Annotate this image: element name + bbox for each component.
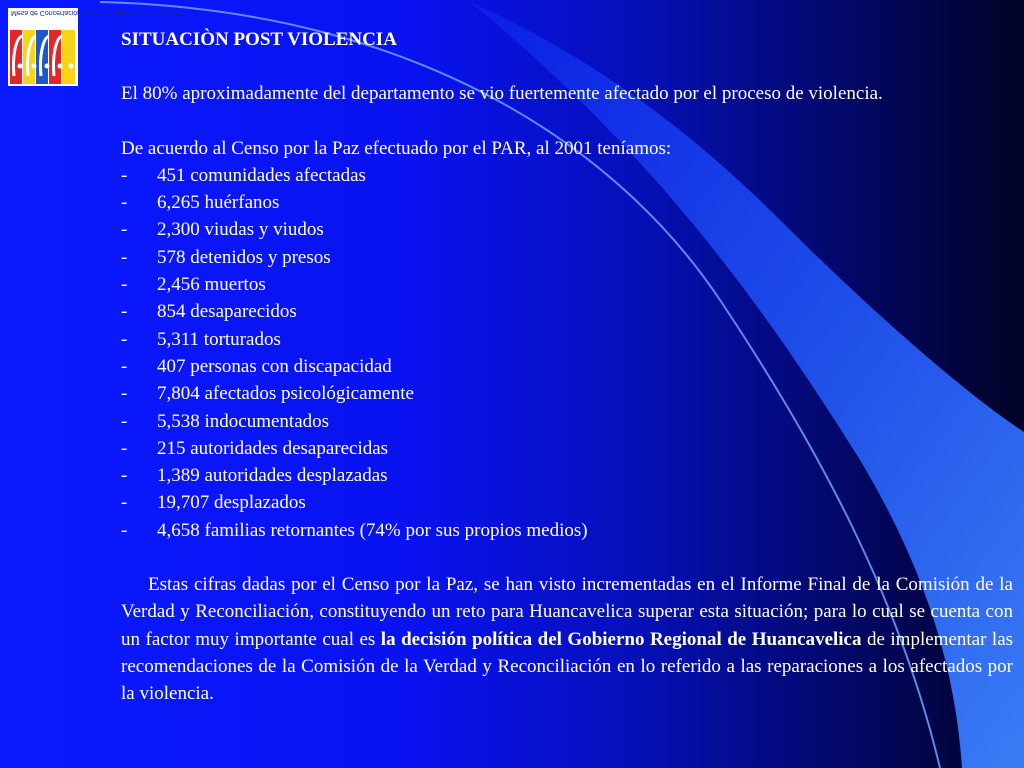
logo-text: Mesa de Concertación para la Lucha contra la Pobreza bbox=[11, 9, 183, 16]
list-marker: - bbox=[121, 246, 128, 268]
list-marker: - bbox=[121, 519, 128, 541]
list-item bbox=[121, 380, 1013, 407]
list-marker: - bbox=[121, 328, 128, 350]
list-item-text: 451 comunidades afectadas bbox=[157, 164, 366, 186]
closing-paragraph bbox=[121, 571, 1013, 707]
list-marker: - bbox=[121, 355, 128, 377]
list-item bbox=[121, 489, 1013, 516]
list-item-text: 4,658 familias retornantes (74% por sus propios medios) bbox=[157, 519, 588, 541]
list-item bbox=[121, 517, 1013, 544]
logo-figures-icon bbox=[8, 26, 78, 86]
census-intro: De acuerdo al Censo por la Paz efectuado por el PAR, al 2001 teníamos: bbox=[121, 137, 672, 159]
list-item bbox=[121, 244, 1013, 271]
list-item-text: 5,311 torturados bbox=[157, 328, 281, 350]
slide-content bbox=[121, 26, 1013, 708]
list-marker: - bbox=[121, 164, 128, 186]
list-item bbox=[121, 216, 1013, 243]
list-item-text: 578 detenidos y presos bbox=[157, 246, 331, 268]
closing-text-part1: Estas cifras dadas por el Censo por la Paz, se han visto incrementadas en el Informe Final de la Comisión de la Verdad y Reconciliación, constituyendo un reto para Huancavelica superar esta situación; para lo cual se cuenta con un factor muy importante cual es bbox=[121, 574, 1013, 650]
list-item-text: 19,707 desplazados bbox=[157, 492, 306, 514]
list-item bbox=[121, 326, 1013, 353]
list-item-text: 5,538 indocumentados bbox=[157, 410, 330, 432]
list-item bbox=[121, 353, 1013, 380]
closing-bold-text: la decisión política del Gobierno Regional de Huancavelica bbox=[380, 628, 862, 650]
organization-logo bbox=[8, 8, 183, 86]
list-marker: - bbox=[121, 219, 128, 241]
list-item-text: 1,389 autoridades desplazadas bbox=[157, 465, 388, 487]
list-item bbox=[121, 462, 1013, 489]
list-marker: - bbox=[121, 465, 128, 487]
list-item-text: 6,265 huérfanos bbox=[157, 192, 280, 214]
list-marker: - bbox=[121, 492, 128, 514]
list-marker: - bbox=[121, 437, 128, 459]
list-item bbox=[121, 162, 1013, 189]
list-item bbox=[121, 435, 1013, 462]
list-item bbox=[121, 271, 1013, 298]
closing-text-part2: de implementar las recomendaciones de la Comisión de la Verdad y Reconciliación en lo referido a las reparaciones a los afectados por la violencia. bbox=[121, 628, 1014, 705]
list-marker: - bbox=[121, 192, 128, 214]
slide-title: SITUACIÒN POST VIOLENCIA bbox=[121, 29, 397, 50]
list-marker: - bbox=[121, 274, 128, 296]
statistics-list bbox=[121, 162, 1013, 544]
list-item-text: 2,300 viudas y viudos bbox=[157, 219, 324, 241]
intro-paragraph: El 80% aproximadamente del departamento se vio fuertemente afectado por el proceso de violencia. bbox=[121, 83, 883, 105]
list-item-text: 215 autoridades desaparecidas bbox=[157, 437, 389, 459]
list-item bbox=[121, 298, 1013, 325]
list-marker: - bbox=[121, 410, 128, 432]
list-item bbox=[121, 408, 1013, 435]
list-item-text: 854 desaparecidos bbox=[157, 301, 297, 323]
list-marker: - bbox=[121, 383, 128, 405]
list-marker: - bbox=[121, 301, 128, 323]
list-item-text: 2,456 muertos bbox=[157, 274, 266, 296]
list-item-text: 407 personas con discapacidad bbox=[157, 355, 392, 377]
list-item-text: 7,804 afectados psicológicamente bbox=[157, 383, 414, 405]
list-item bbox=[121, 189, 1013, 216]
